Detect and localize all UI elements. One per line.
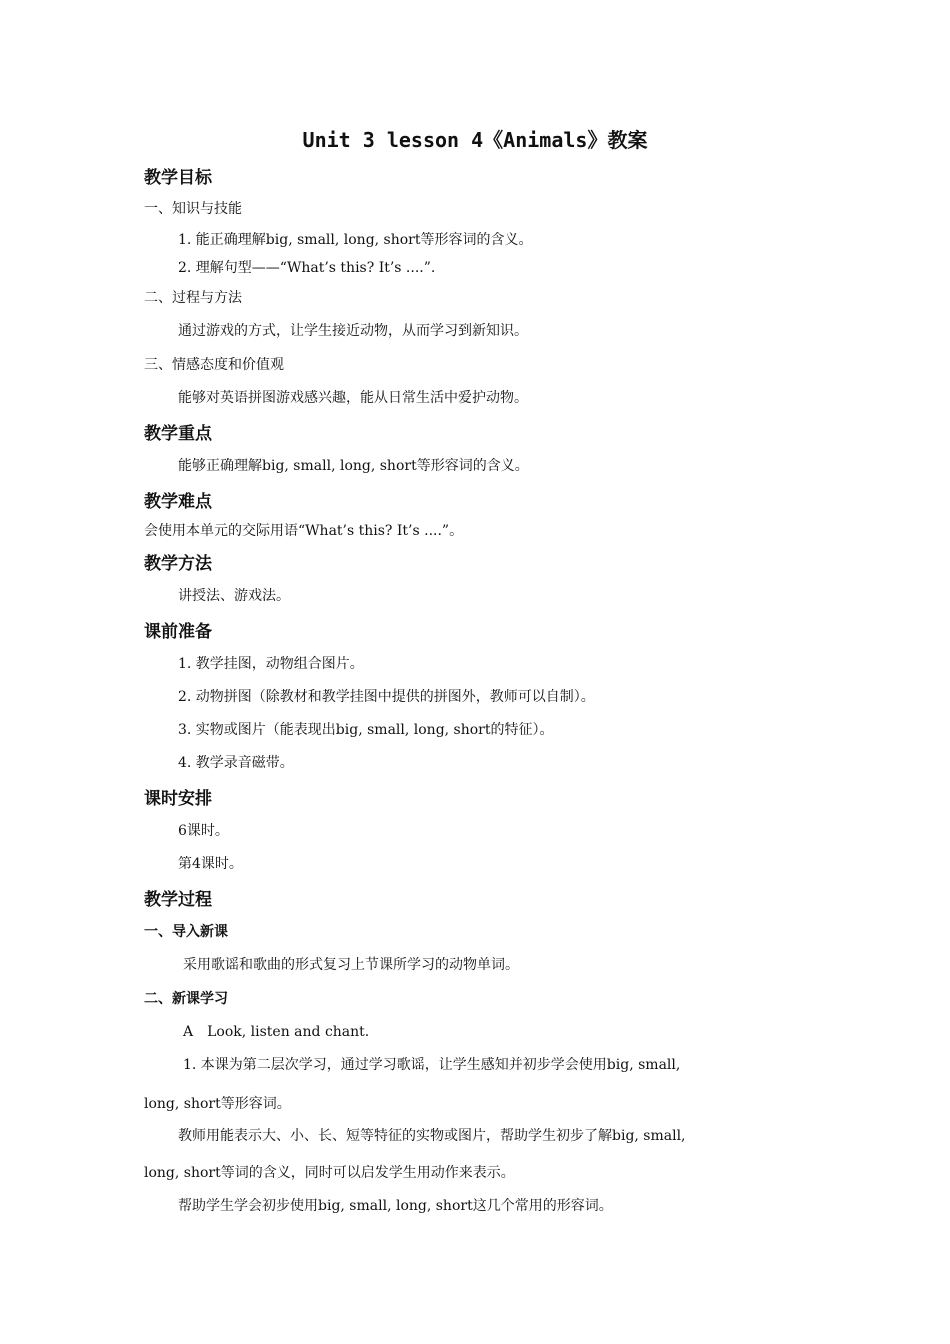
paragraph-line: 帮助学生学会初步使用big, small, long, short这几个常用的形容词。	[178, 1198, 613, 1214]
subheading-new-lesson: 二、新课学习	[144, 991, 228, 1007]
introduction-text: 采用歌谣和歌曲的形式复习上节课所学习的动物单词。	[183, 957, 519, 973]
page-title: Unit 3 lesson 4《Animals》教案	[302, 128, 648, 152]
objective-item: 2. 理解句型——“What’s this? It’s ....”.	[178, 260, 436, 276]
prep-item: 3. 实物或图片（能表现出big, small, long, short的特征）。	[178, 722, 554, 738]
heading-preparation: 课前准备	[144, 622, 212, 642]
key-points-text: 能够正确理解big, small, long, short等形容词的含义。	[178, 458, 529, 474]
heading-objectives: 教学目标	[144, 168, 212, 188]
heading-difficult-points: 教学难点	[144, 492, 212, 512]
heading-process: 教学过程	[144, 890, 212, 910]
subheading-introduction: 一、导入新课	[144, 924, 228, 940]
process-method-text: 通过游戏的方式，让学生接近动物，从而学习到新知识。	[178, 323, 528, 339]
subheading-process-method: 二、过程与方法	[144, 290, 242, 306]
attitude-values-text: 能够对英语拼图游戏感兴趣，能从日常生活中爱护动物。	[178, 390, 528, 406]
paragraph-line: long, short等词的含义，同时可以启发学生用动作来表示。	[144, 1165, 515, 1181]
difficult-points-text: 会使用本单元的交际用语“What’s this? It’s ....”。	[144, 523, 464, 539]
activity-title: A Look, listen and chant.	[183, 1024, 370, 1040]
heading-schedule: 课时安排	[144, 789, 212, 809]
schedule-line: 6课时。	[178, 823, 229, 839]
paragraph-line: long, short等形容词。	[144, 1096, 291, 1112]
heading-method: 教学方法	[144, 554, 212, 574]
heading-key-points: 教学重点	[144, 424, 212, 444]
objective-item: 1. 能正确理解big, small, long, short等形容词的含义。	[178, 232, 533, 248]
prep-item: 2. 动物拼图（除教材和教学挂图中提供的拼图外，教师可以自制）。	[178, 689, 595, 705]
paragraph-line: 1. 本课为第二层次学习，通过学习歌谣，让学生感知并初步学会使用big, small,	[183, 1057, 681, 1073]
method-text: 讲授法、游戏法。	[178, 588, 290, 604]
subheading-knowledge-skills: 一、知识与技能	[144, 201, 242, 217]
prep-item: 4. 教学录音磁带。	[178, 755, 294, 771]
subheading-attitude-values: 三、情感态度和价值观	[144, 357, 284, 373]
paragraph-line: 教师用能表示大、小、长、短等特征的实物或图片，帮助学生初步了解big, small,	[178, 1128, 686, 1144]
schedule-line: 第4课时。	[178, 856, 243, 872]
prep-item: 1. 教学挂图，动物组合图片。	[178, 656, 364, 672]
